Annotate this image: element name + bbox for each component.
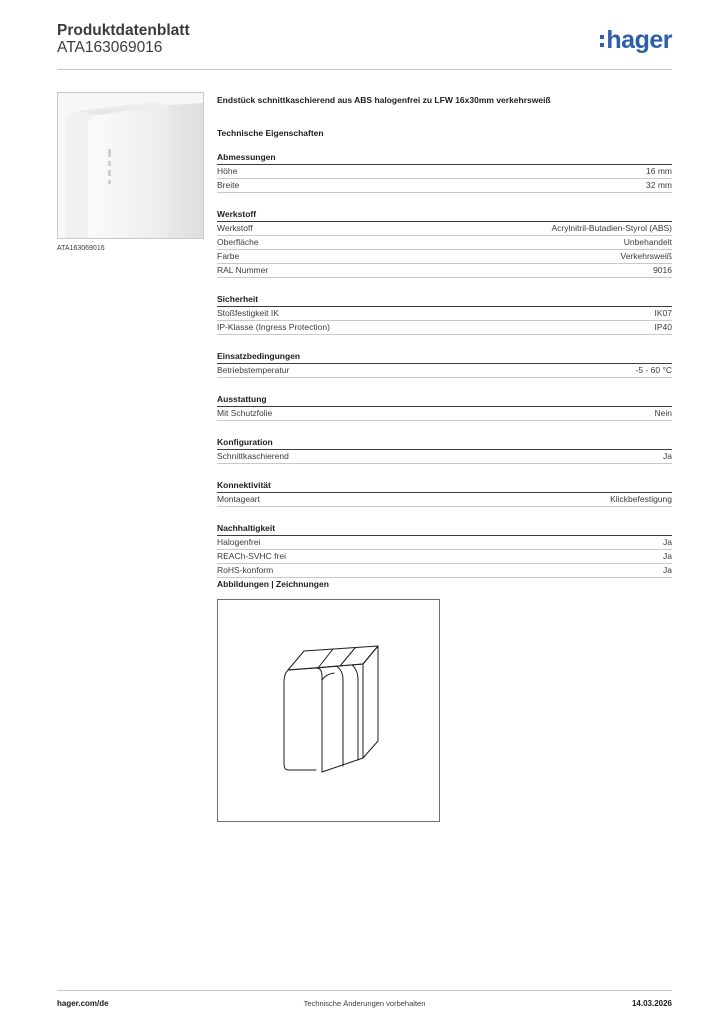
logo-text: hager [606,25,672,54]
property-label: Stoßfestigkeit IK [217,308,279,318]
property-value: Ja [663,451,672,461]
property-value: -5 - 60 °C [635,365,672,375]
group-configuration [217,437,672,464]
photo-caption: ATA163069016 [57,245,105,252]
property-label: Halogenfrei [217,537,261,547]
property-label: RAL Nummer [217,265,269,275]
drawings-heading: Abbildungen | Zeichnungen [217,579,329,589]
logo-dots-icon [600,35,604,47]
group-title: Einsatzbedingungen [217,351,672,364]
footer-disclaimer: Technische Änderungen vorbehalten [303,999,426,1008]
property-row [217,321,672,335]
property-value: IP40 [654,322,672,332]
property-row [217,222,672,236]
property-value: Ja [663,551,672,561]
property-label: RoHS-konform [217,565,274,575]
product-details [217,95,672,578]
property-label: Oberfläche [217,237,259,247]
property-label: Betriebstemperatur [217,365,290,375]
property-value: Ja [663,537,672,547]
property-value: Unbehandelt [623,237,672,247]
property-value: Ja [663,565,672,575]
property-value: 9016 [653,265,672,275]
property-value: 32 mm [646,180,672,190]
property-label: Farbe [217,251,240,261]
group-sustainability [217,523,672,578]
product-title: Endstück schnittkaschierend aus ABS halogenfrei zu LFW 16x30mm verkehrsweiß [217,95,551,105]
property-row [217,165,672,179]
property-row [217,236,672,250]
property-value: Nein [654,408,672,418]
page-footer [57,990,672,1012]
end-cap-line-drawing [218,600,439,821]
group-title: Konfiguration [217,437,672,450]
property-label: Höhe [217,166,238,176]
property-label: Schnittkaschierend [217,451,289,461]
property-label: Werkstoff [217,223,253,233]
group-title: Konnektivität [217,480,672,493]
technical-properties-heading: Technische Eigenschaften [217,128,324,138]
property-value: Klickbefestigung [610,494,672,504]
group-title: Nachhaltigkeit [217,523,672,536]
property-label: IP-Klasse (Ingress Protection) [217,322,330,332]
property-label: Montageart [217,494,260,504]
group-dimensions [217,152,672,193]
document-title: Produktdatenblatt [57,22,190,39]
property-row [217,250,672,264]
property-label: REACh-SVHC frei [217,551,286,561]
property-row [217,407,672,421]
property-value: IK07 [654,308,672,318]
group-title: Sicherheit [217,294,672,307]
group-equipment [217,394,672,421]
group-title: Werkstoff [217,209,672,222]
property-row [217,550,672,564]
property-value: Acrylnitril-Butadien-Styrol (ABS) [551,223,672,233]
page-header [57,22,672,70]
property-row [217,493,672,507]
technical-drawing [217,599,440,822]
property-row [217,536,672,550]
property-row [217,307,672,321]
property-value: Verkehrsweiß [620,251,672,261]
group-title: Abmessungen [217,152,672,165]
property-value: 16 mm [646,166,672,176]
group-operating-conditions [217,351,672,378]
hager-logo [600,26,672,54]
property-label: Breite [217,180,240,190]
product-photo [57,92,204,239]
group-connectivity [217,480,672,507]
group-safety [217,294,672,335]
property-row [217,179,672,193]
property-row [217,264,672,278]
footer-date: 14.03.2026 [631,999,672,1008]
property-label: Mit Schutzfolie [217,408,273,418]
property-row [217,564,672,578]
product-photo-image [58,93,204,239]
group-material [217,209,672,278]
property-row [217,364,672,378]
footer-website-link[interactable]: hager.com/de [57,999,109,1008]
property-row [217,450,672,464]
article-number: ATA163069016 [57,39,163,56]
group-title: Ausstattung [217,394,672,407]
